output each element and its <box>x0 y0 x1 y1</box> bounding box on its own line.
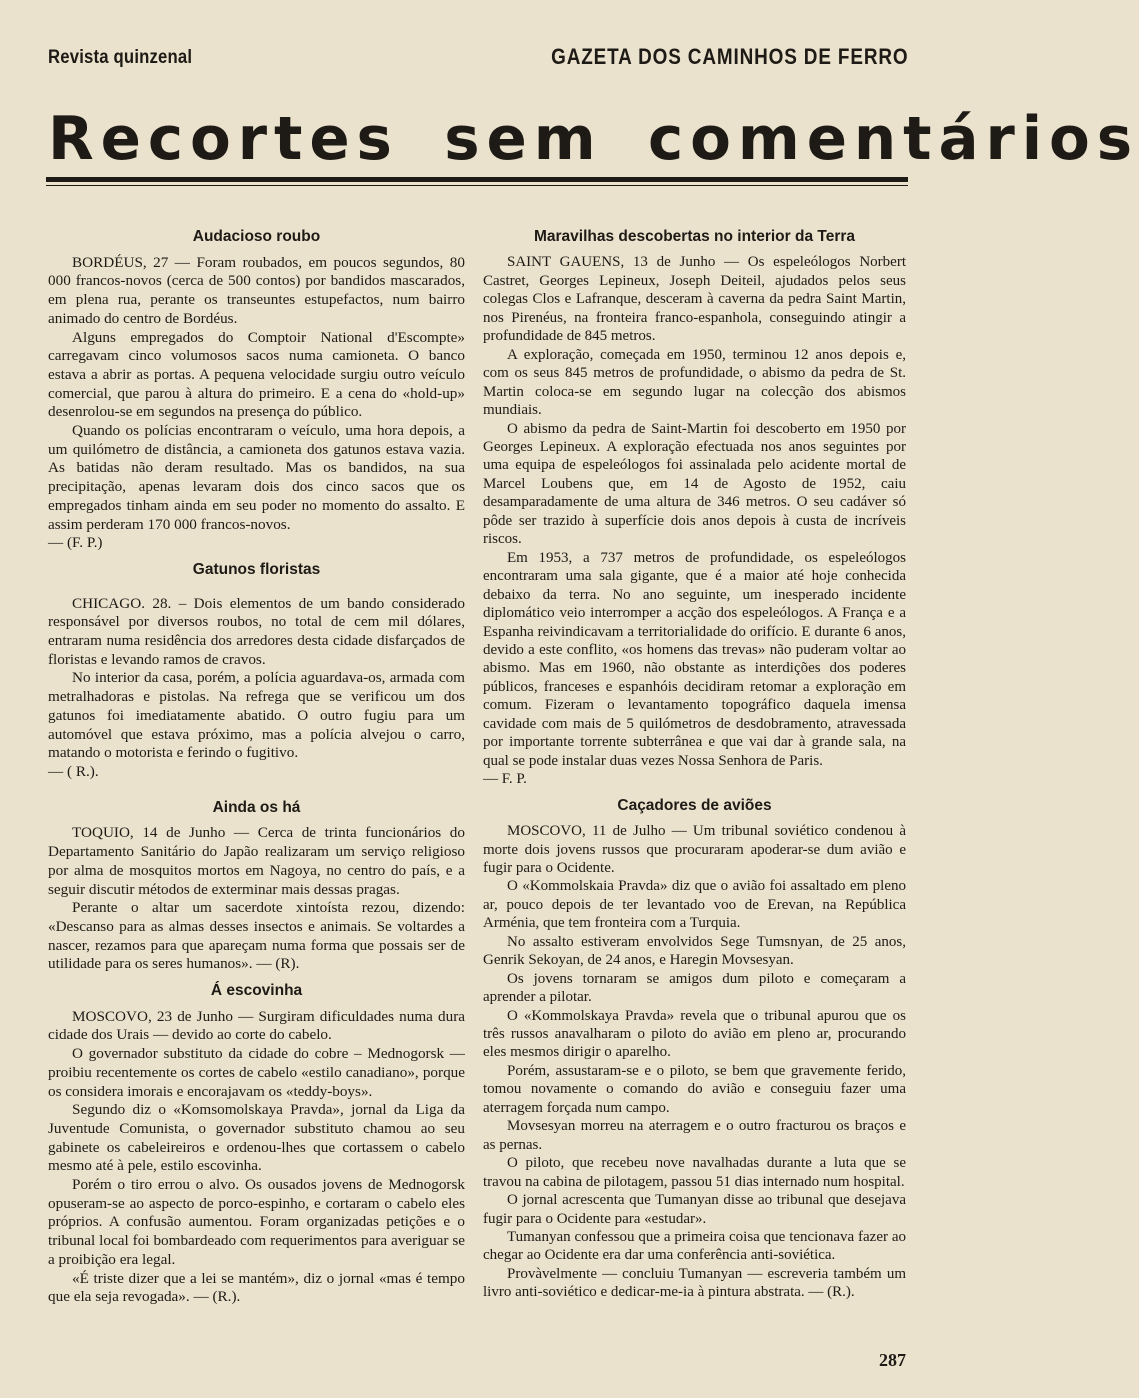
article-paragraph: BORDÉUS, 27 — Foram roubados, em poucos segundos, 80 000 francos-novos (cerca de 500 contos) por bandidos mascarados, em plena rua, perante os transeuntes estupefactos, num bairro animado do centro de Bordéus. <box>48 253 465 327</box>
publication-name: GAZETA DOS CAMINHOS DE FERRO <box>550 44 908 69</box>
article-paragraph: No interior da casa, porém, a polícia aguardava-os, armada com metralhadoras e pistolas. Na refrega que se verificou um dos gatunos foi imediatamente abatido. O outro fugiu para um automóvel que estava próximo, mas a polícia alvejou o carro, matando o motorista e ferindo o fugitivo. <box>48 669 465 762</box>
article-signature: — (F. P.) <box>48 534 103 552</box>
article-maravilhas <box>483 228 906 789</box>
periodicity-label: Revista quinzenal <box>48 47 193 68</box>
article-ainda-os-ha <box>48 799 465 974</box>
article-paragraph: Em 1953, a 737 metros de profundidade, os espeleólogos encontraram uma sala gigante, que é a maior até hoje conhecida debaixo da terra. No ano seguinte, um inesperado incidente diplomático veio interromper a acção dos espeleólogos. A França e a Espanha reivindicavam a territorialidade do orifício. E durante 6 anos, devido a este conflito, «os homens das trevas» não puderam voltar ao abismo. Mas em 1960, não obstante as interdições dos poderes públicos, franceses e espanhóis decidiram retomar a exploração em comum. Fizeram o levantamento topográfico daquela imensa cavidade com mais de 5 quilómetros de desdobramento, atravessada por importante torrente subterrânea e que vai dar à grande sala, na qual se pode instalar duas vezes Nossa Senhora de Paris. <box>483 549 906 769</box>
article-paragraph: CHICAGO. 28. – Dois elementos de um bando considerado responsável por diversos roubos, no total de cem mil dólares, entraram numa residência dos arredores desta cidade disfarçados de floristas e levando ramos de cravos. <box>48 594 465 668</box>
article-paragraph: MOSCOVO, 23 de Junho — Surgiram dificuldades numa dura cidade dos Urais — devido ao corte do cabelo. <box>48 1007 465 1044</box>
article-paragraph: O abismo da pedra de Saint-Martin foi descoberto em 1950 por Georges Lepineux. A exploração efectuada nos anos seguintes por uma equipa de espeleólogos foi assinalada pelo acidente mortal de Marcel Loubens que, em 14 de Agosto de 1952, caiu desamparadamente de uma altura de 346 metros. O seu cadáver só pôde ser trazido à superfície dois anos depois à custa de incríveis riscos. <box>483 420 906 548</box>
article-signature: — ( R.). <box>48 762 99 780</box>
title-rule-thin <box>46 185 908 186</box>
article-audacioso-roubo <box>48 228 465 553</box>
article-paragraph: Tumanyan confessou que a primeira coisa que tencionava fazer ao chegar ao Ocidente era dar uma conferência anti-soviética. <box>483 1229 906 1264</box>
article-paragraph: Segundo diz o «Komsomolskaya Pravda», jornal da Liga da Juventude Comunista, o governador substituto chamou ao seu gabinete os cabeleireiros e ordenou-lhes que cortassem o cabelo mesmo até à pele, estilo escovinha. <box>48 1101 465 1175</box>
article-title: Audacioso roubo <box>192 228 321 245</box>
article-paragraph: O «Kommolskaia Pravda» diz que o avião foi assaltado em pleno ar, pouco depois de ter levantado voo de Erevan, na República Arménia, que tem fronteira com a Turquia. <box>483 878 906 932</box>
section-title: Recortes sem comentários <box>48 104 1139 174</box>
article-a-escovinha <box>48 982 465 1307</box>
article-cacadores-de-avioes <box>483 797 906 1302</box>
article-paragraph: O governador substituto da cidade do cobre – Mednogorsk — proibiu recentemente os cortes de cabelo «estilo canadiano», porque os considera imorais e encorajavam os «teddy-boys». <box>48 1045 465 1100</box>
article-paragraph: A exploração, começada em 1950, terminou 12 anos depois e, com os seus 845 metros de profundidade, o abismo da pedra de St. Martin coloca-se em segundo lugar na colecção dos abismos mundiais. <box>483 346 906 419</box>
article-paragraph: Porém o tiro errou o alvo. Os ousados jovens de Mednogorsk opuseram-se ao aspecto de porco-espinho, e cortaram o cabelo eles próprios. A confusão aumentou. Foram organizadas petições e o tribunal local foi bombardeado com requerimentos para averiguar se a proibição era legal. <box>48 1176 465 1268</box>
article-title: Á escovinha <box>210 982 303 1000</box>
article-paragraph: O piloto, que recebeu nove navalhadas durante a luta que se travou na cabina de pilotagem, passou 51 dias internado num hospital. <box>483 1155 906 1190</box>
article-title: Ainda os há <box>212 798 301 816</box>
article-paragraph: Provàvelmente — concluiu Tumanyan — escreveria também um livro anti-soviético e dedicar-me-ia à pintura abstrata. — (R.). <box>483 1265 906 1301</box>
article-title: Gatunos floristas <box>192 560 321 578</box>
article-paragraph: No assalto estiveram envolvidos Sege Tumsnyan, de 25 anos, Genrik Sekoyan, de 24 anos, e Haregin Movsesyan. <box>483 933 906 969</box>
article-paragraph: Quando os polícias encontraram o veículo, uma hora depois, a um quilómetro de distância, a camioneta dos gatunos estava vazia. As batidas não deram resultado. Mas os bandidos, na sua precipitação, apenas levaram dois dos cinco sacos que os empregados tinham ainda em seu poder no momento do assalto. E assim perderam 170 000 francos-novos. <box>48 422 465 533</box>
article-paragraph: «É triste dizer que a lei se mantém», diz o jornal «mas é tempo que ela seja revogada». — (R.). <box>48 1269 465 1306</box>
article-paragraph: Os jovens tornaram se amigos dum piloto e começaram a aprender a pilotar. <box>483 970 906 1006</box>
article-signature: — F. P. <box>483 771 527 788</box>
article-paragraph: Movsesyan morreu na aterragem e o outro fracturou os braços e as pernas. <box>483 1118 906 1153</box>
article-paragraph: TOQUIO, 14 de Junho — Cerca de trinta funcionários do Departamento Sanitário do Japão realizaram um serviço religioso por alma de mosquitos mortos em Nagoya, no centro do país, e a seguir discutir métodos de exterminar mais dessas pragas. <box>48 824 465 898</box>
article-title: Caçadores de aviões <box>617 796 772 814</box>
article-paragraph: SAINT GAUENS, 13 de Junho — Os espeleólogos Norbert Castret, Georges Lepineux, Joseph Deiteil, ajudados pelos seus colegas Clos e Lafranque, desceram à caverna da pedra Saint Martin, nos Pirenéus, na fronteira franco-espanhola, conseguindo atingir a profundidade de 845 metros. <box>483 254 906 345</box>
article-paragraph: Perante o altar um sacerdote xintoísta rezou, dizendo: «Descanso para as almas desses insectos e animais. Se voltardes a nascer, rezamos para que apareçam numa forma que possais ser de utilidade para os seres humanos». — (R). <box>48 899 465 973</box>
article-title: Maravilhas descobertas no interior da Terra <box>533 228 856 245</box>
left-column <box>48 228 465 1307</box>
article-paragraph: Alguns empregados do Comptoir National d'Escompte» carregavam cinco volumosos sacos numa camioneta. O banco estava a abrir as portas. A pequena velocidade surgiu outro veículo comercial, que parou à altura do primeiro. E a cena do «hold-up» desenrolou-se em segundos na presença do público. <box>48 328 465 421</box>
article-paragraph: O jornal acrescenta que Tumanyan disse ao tribunal que desejava fugir para o Ocidente para «estudar». <box>483 1192 906 1227</box>
article-paragraph: Porém, assustaram-se e o piloto, se bem que gravemente ferido, tomou novamente o comando do avião e conseguiu fazer uma aterragem forçada num campo. <box>483 1062 906 1116</box>
article-paragraph: O «Kommolskaya Pravda» revela que o tribunal apurou que os três russos anavalharam o piloto do avião em pleno ar, procurando eles mesmos dirigir o aparelho. <box>483 1007 906 1061</box>
article-paragraph: MOSCOVO, 11 de Julho — Um tribunal soviético condenou à morte dois jovens russos que procuraram apoderar-se dum avião e fugir para o Ocidente. <box>483 823 906 876</box>
title-rule-thick <box>46 177 908 182</box>
article-gatunos-floristas <box>48 561 465 782</box>
page-number: 287 <box>879 1350 906 1370</box>
right-column <box>483 228 906 1302</box>
